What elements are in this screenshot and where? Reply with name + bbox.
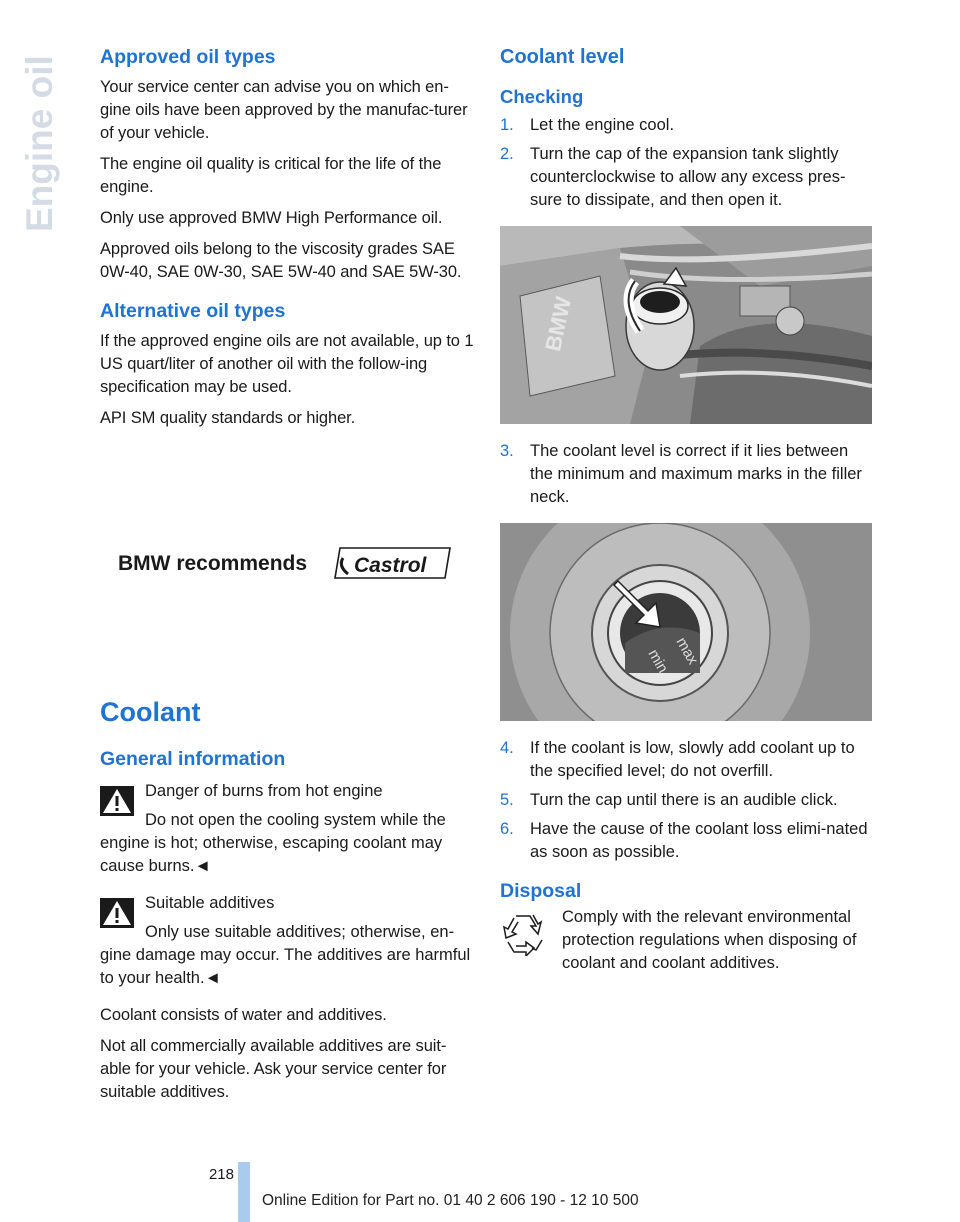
step-text: Turn the cap of the expansion tank slightly counterclockwise to allow any excess pres-sure to dissipate, and then open it. — [530, 145, 846, 209]
warning-block — [100, 892, 475, 990]
step-number: 1. — [500, 116, 514, 134]
side-title-text: Engine oil — [19, 55, 60, 232]
steps-list — [500, 114, 875, 212]
bmw-recommends-castrol-logo — [118, 544, 458, 584]
castrol-text: Castrol — [354, 554, 427, 577]
paragraph: Only use approved BMW High Performance oil. — [100, 209, 443, 227]
paragraph: The engine oil quality is critical for the life of the engine. — [100, 155, 442, 196]
checking-heading: Checking — [500, 86, 584, 107]
warning-title: Suitable additives — [145, 894, 275, 912]
step-number: 3. — [500, 442, 514, 460]
step-number: 2. — [500, 145, 514, 163]
footer-accent-bar — [238, 1162, 250, 1222]
paragraph: API SM quality standards or higher. — [100, 409, 356, 427]
step-text: Have the cause of the coolant loss elimi-nated as soon as possible. — [530, 820, 868, 861]
step-number: 4. — [500, 739, 514, 757]
list-item — [500, 440, 875, 509]
recycle-icon — [500, 912, 546, 956]
step-number: 6. — [500, 820, 514, 838]
alternative-oil-heading: Alternative oil types — [100, 300, 286, 322]
warning-body: Only use suitable additives; otherwise, en-gine damage may occur. The additives are harmful to your health.◄ — [100, 923, 471, 987]
warning-triangle-icon — [100, 786, 134, 816]
approved-oil-heading: Approved oil types — [100, 46, 276, 68]
step-text: Let the engine cool. — [530, 116, 675, 134]
disposal-heading: Disposal — [500, 880, 582, 902]
section-side-title — [0, 0, 66, 260]
paragraph: Your service center can advise you on which en-gine oils have been approved by the manufac-turer of your vehicle. — [100, 78, 468, 142]
page-number: 218 — [208, 1166, 234, 1183]
footer-edition-text: Online Edition for Part no. 01 40 2 606 190 - 12 10 500 — [262, 1192, 639, 1209]
step-text: If the coolant is low, slowly add coolant up to the specified level; do not overfill. — [530, 739, 855, 780]
list-item — [500, 114, 875, 137]
warning-title: Danger of burns from hot engine — [145, 782, 383, 800]
coolant-level-heading: Coolant level — [500, 46, 625, 68]
paragraph: Approved oils belong to the viscosity grades SAE 0W-40, SAE 0W-30, SAE 5W-40 and SAE 5W-30. — [100, 240, 462, 281]
castrol-logo-icon — [335, 548, 450, 578]
steps-list — [500, 737, 875, 864]
list-item — [500, 143, 875, 212]
paragraph: Not all commercially available additives are suit-able for your vehicle. Ask your service center for suitable additives. — [100, 1037, 447, 1101]
min-mark: min — [644, 646, 672, 676]
warning-triangle-icon — [100, 898, 134, 928]
max-mark: max — [672, 634, 702, 668]
general-information-heading: General information — [100, 748, 286, 770]
step-text: Turn the cap until there is an audible click. — [530, 791, 838, 809]
list-item — [500, 818, 875, 864]
steps-list — [500, 440, 875, 509]
disposal-block — [500, 906, 875, 976]
disposal-text: Comply with the relevant environmental protection regulations when disposing of coolant and coolant additives. — [562, 908, 857, 972]
warning-block — [100, 780, 475, 878]
paragraph: If the approved engine oils are not available, up to 1 US quart/liter of another oil with the follow-ing specification may be used. — [100, 332, 474, 396]
right-column — [500, 44, 875, 976]
warning-body: Do not open the cooling system while the engine is hot; otherwise, escaping coolant may cause burns.◄ — [100, 811, 446, 875]
step-number: 5. — [500, 791, 514, 809]
coolant-heading: Coolant — [100, 697, 201, 727]
expansion-tank-figure — [500, 226, 872, 424]
recommend-text: BMW recommends — [118, 552, 308, 575]
list-item — [500, 737, 875, 783]
filler-neck-figure — [500, 523, 872, 721]
paragraph: Coolant consists of water and additives. — [100, 1006, 387, 1024]
engine-cover-engraving: BMW — [540, 294, 577, 354]
list-item — [500, 789, 875, 812]
step-text: The coolant level is correct if it lies between the minimum and maximum marks in the filler neck. — [530, 442, 862, 506]
